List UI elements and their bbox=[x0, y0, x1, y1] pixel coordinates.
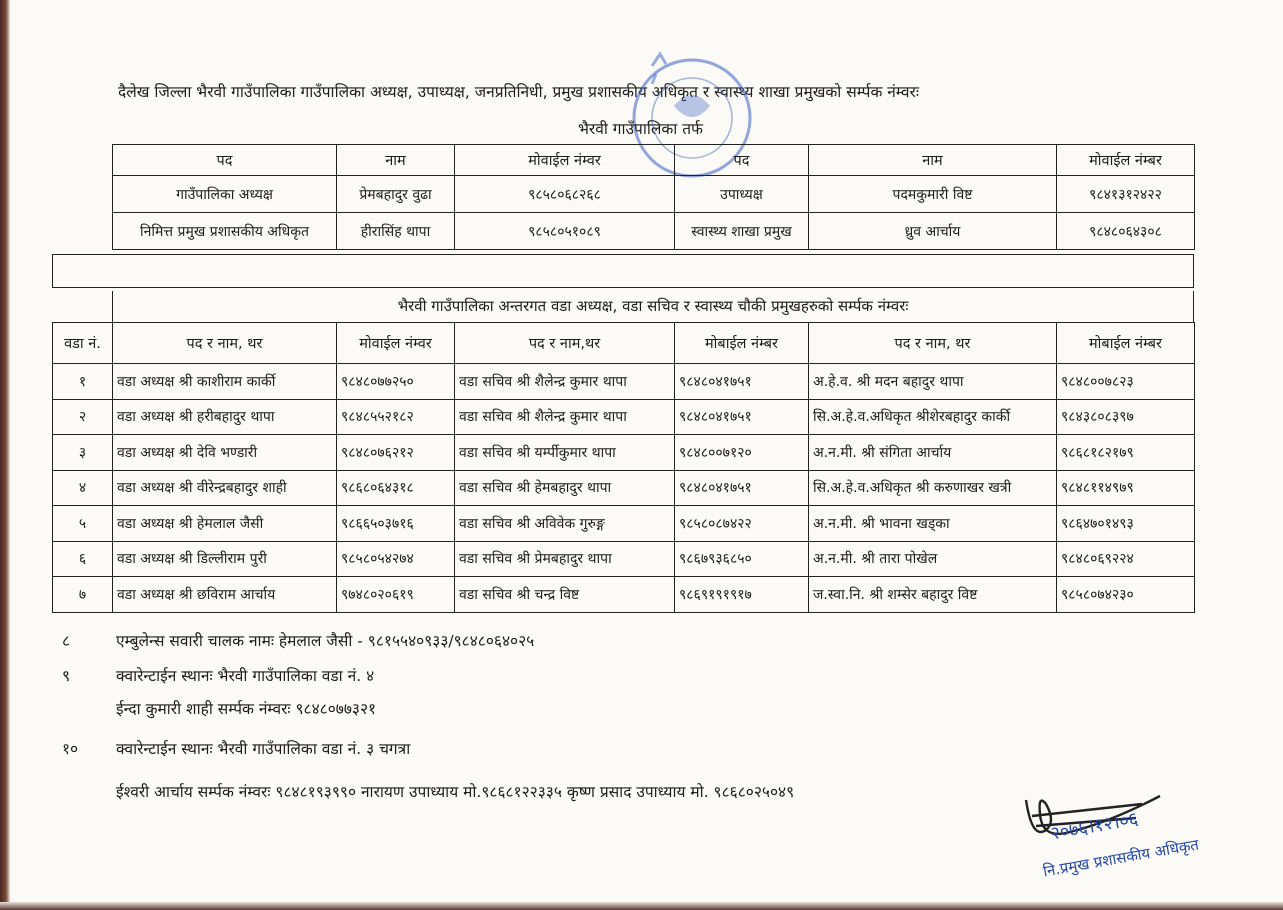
table-header-row bbox=[113, 145, 1195, 176]
cell-name: ध्रुव आर्चाय bbox=[809, 213, 1057, 250]
note-text: एम्बुलेन्स सवारी चालक नामः हेमलाल जैसी - ९८१५५४०९३३/९८४८०६४०२५ bbox=[116, 632, 535, 650]
cell-phone: ९८६८१८२१७९ bbox=[1057, 435, 1195, 471]
cell-phone: ९८५८०७४२३० bbox=[1057, 577, 1195, 613]
cell-phone: ९८४८०४१७५१ bbox=[675, 364, 809, 400]
cell-health-chief: ज.स्वा.नि. श्री शम्सेर बहादुर विष्ट bbox=[809, 577, 1057, 613]
cell-phone: ९८४३८०८३९७ bbox=[1057, 399, 1195, 435]
table-row bbox=[113, 176, 1195, 213]
cell-phone: ९८४८११४९७९ bbox=[1057, 470, 1195, 506]
cell-ward-no: ५ bbox=[53, 506, 113, 542]
table-row bbox=[53, 577, 1195, 613]
table-row bbox=[53, 506, 1195, 542]
cell-phone: ९८४१३१२४२२ bbox=[1057, 176, 1195, 213]
note-number: १० bbox=[62, 740, 79, 758]
cell-post: उपाध्यक्ष bbox=[675, 176, 809, 213]
cell-name: पदमकुमारी विष्ट bbox=[809, 176, 1057, 213]
cell-phone: ९८४८००७८२३ bbox=[1057, 364, 1195, 400]
cell-chair: वडा अध्यक्ष श्री देवि भण्डारी bbox=[113, 435, 337, 471]
cell-ward-no: ७ bbox=[53, 577, 113, 613]
cell-ward-no: १ bbox=[53, 364, 113, 400]
cell-phone: ९८६८०६४३१८ bbox=[337, 470, 455, 506]
cell-chair: वडा अध्यक्ष श्री काशीराम कार्की bbox=[113, 364, 337, 400]
note-number: ८ bbox=[62, 632, 71, 650]
cell-phone: ९८४८०६९२२४ bbox=[1057, 541, 1195, 577]
header-cell: मोवाईल नंम्वर bbox=[455, 145, 675, 176]
officials-table bbox=[112, 144, 1195, 250]
cell-phone: ९७४८०२०६१९ bbox=[337, 577, 455, 613]
cell-chair: वडा अध्यक्ष श्री वीरेन्द्रबहादुर शाही bbox=[113, 470, 337, 506]
note-text: क्वारेन्टाईन स्थानः भैरवी गाउँपालिका वडा नं. ४ bbox=[116, 667, 375, 685]
table-row bbox=[53, 470, 1195, 506]
header-cell: नाम bbox=[809, 145, 1057, 176]
ward-contacts-table bbox=[52, 322, 1195, 613]
cell-name: प्रेमबहादुर वुढा bbox=[337, 176, 455, 213]
cell-chair: वडा अध्यक्ष श्री छविराम आर्चाय bbox=[113, 577, 337, 613]
cell-chair: वडा अध्यक्ष श्री हरीबहादुर थापा bbox=[113, 399, 337, 435]
cell-phone: ९८६६५०३७१६ bbox=[337, 506, 455, 542]
note-text: ईश्वरी आर्चाय सर्म्पक नंम्वरः ९८४८१९३९९० नारायण उपाध्याय मो.९८६८१२२३३५ कृष्ण प्रसाद उपाध्याय मो. ९८६८०२५०४९ bbox=[116, 783, 795, 801]
table-row bbox=[53, 435, 1195, 471]
note-contact-ward4 bbox=[62, 697, 376, 719]
ward-section-caption: भैरवी गाउँपालिका अन्तरगत वडा अध्यक्ष, वडा सचिव र स्वास्थ्य चौकी प्रमुखहरुको सर्म्पक नंम्वरः bbox=[112, 291, 1194, 323]
table-row bbox=[53, 399, 1195, 435]
cell-phone: ९८५८०५१०८९ bbox=[455, 213, 675, 250]
cell-health-chief: अ.हे.व. श्री मदन बहादुर थापा bbox=[809, 364, 1057, 400]
signature-caption: नि.प्रमुख प्रशासकीय अधिकृत bbox=[1041, 835, 1201, 881]
cell-secretary: वडा सचिव श्री अविवेक गुरुङ्ग bbox=[455, 506, 675, 542]
note-text: ईन्दा कुमारी शाही सर्म्पक नंम्वरः ९८४८०७७३२१ bbox=[116, 700, 377, 718]
note-quarantine-ward3 bbox=[62, 737, 410, 759]
table-header-row bbox=[53, 323, 1195, 364]
page-edge bbox=[0, 902, 1283, 910]
note-contact-ward3 bbox=[62, 780, 794, 802]
note-number: ९ bbox=[62, 667, 71, 685]
cell-ward-no: ४ bbox=[53, 470, 113, 506]
cell-post: निमित्त प्रमुख प्रशासकीय अधिकृत bbox=[113, 213, 337, 250]
cell-health-chief: सि.अ.हे.व.अधिकृत श्री करुणाखर खत्री bbox=[809, 470, 1057, 506]
cell-chair: वडा अध्यक्ष श्री डिल्लीराम पुरी bbox=[113, 541, 337, 577]
table-row bbox=[113, 213, 1195, 250]
cell-secretary: वडा सचिव श्री शैलेन्द्र कुमार थापा bbox=[455, 364, 675, 400]
cell-secretary: वडा सचिव श्री हेमबहादुर थापा bbox=[455, 470, 675, 506]
header-cell: पद र नाम,थर bbox=[455, 323, 675, 364]
header-cell: मोबाईल नंम्बर bbox=[1057, 323, 1195, 364]
header-cell: मोवाईल नंम्वर bbox=[337, 323, 455, 364]
header-cell: पद र नाम, थर bbox=[809, 323, 1057, 364]
header-cell: मोवाईल नंम्बर bbox=[1057, 145, 1195, 176]
header-cell: पद र नाम, थर bbox=[113, 323, 337, 364]
signature-date: २०७६।१२।०६ bbox=[1048, 808, 1140, 845]
cell-phone: ९८४८०६४३०८ bbox=[1057, 213, 1195, 250]
cell-health-chief: अ.न.मी. श्री संगिता आर्चाय bbox=[809, 435, 1057, 471]
cell-post: स्वास्थ्य शाखा प्रमुख bbox=[675, 213, 809, 250]
cell-post: गाउँपालिका अध्यक्ष bbox=[113, 176, 337, 213]
table-row bbox=[53, 541, 1195, 577]
header-cell: पद bbox=[113, 145, 337, 176]
header-cell: नाम bbox=[337, 145, 455, 176]
cell-phone: ९८४८०७७२५० bbox=[337, 364, 455, 400]
cell-ward-no: ३ bbox=[53, 435, 113, 471]
cell-ward-no: २ bbox=[53, 399, 113, 435]
cell-secretary: वडा सचिव श्री प्रेमबहादुर थापा bbox=[455, 541, 675, 577]
cell-phone: ९८४८५५२१८२ bbox=[337, 399, 455, 435]
cell-health-chief: अ.न.मी. श्री तारा पोखेल bbox=[809, 541, 1057, 577]
header-cell: वडा नं. bbox=[53, 323, 113, 364]
cell-ward-no: ६ bbox=[53, 541, 113, 577]
document-subtitle: भैरवी गाउँपालिका तर्फ bbox=[578, 120, 704, 138]
cell-chair: वडा अध्यक्ष श्री हेमलाल जैसी bbox=[113, 506, 337, 542]
cell-phone: ९८४८००७१२० bbox=[675, 435, 809, 471]
cell-secretary: वडा सचिव श्री यर्म्पीकुमार थापा bbox=[455, 435, 675, 471]
cell-phone: ९८४८०७६२१२ bbox=[337, 435, 455, 471]
cell-health-chief: सि.अ.हे.व.अधिकृत श्रीशेरबहादुर कार्की bbox=[809, 399, 1057, 435]
note-ambulance bbox=[62, 629, 534, 651]
cell-health-chief: अ.न.मी. श्री भावना खड्का bbox=[809, 506, 1057, 542]
header-cell: पद bbox=[675, 145, 809, 176]
cell-name: हीरासिंह थापा bbox=[337, 213, 455, 250]
blank-separator-row bbox=[52, 254, 1194, 288]
cell-phone: ९८५८०६८२६८ bbox=[455, 176, 675, 213]
document-title: दैलेख जिल्ला भैरवी गाउँपालिका गाउँपालिका अध्यक्ष, उपाध्यक्ष, जनप्रतिनिधी, प्रमुख प्रशासकीय अधिकृत र स्वास्थ्य शाखा प्रमुखको सर्म्पक नंम्वरः bbox=[118, 83, 920, 101]
note-text: क्वारेन्टाईन स्थानः भैरवी गाउँपालिका वडा नं. ३ चगत्रा bbox=[116, 740, 411, 758]
cell-phone: ९८५८०५४२७४ bbox=[337, 541, 455, 577]
cell-phone: ९८४८०४१७५१ bbox=[675, 399, 809, 435]
cell-phone: ९८६४७०१४९३ bbox=[1057, 506, 1195, 542]
cell-secretary: वडा सचिव श्री शैलेन्द्र कुमार थापा bbox=[455, 399, 675, 435]
cell-phone: ९८६९१९१९१७ bbox=[675, 577, 809, 613]
cell-phone: ९८५८०८७४२२ bbox=[675, 506, 809, 542]
cell-phone: ९८४८०४१७५१ bbox=[675, 470, 809, 506]
header-cell: मोबाईल नंम्बर bbox=[675, 323, 809, 364]
cell-secretary: वडा सचिव श्री चन्द्र विष्ट bbox=[455, 577, 675, 613]
cell-phone: ९८६७९३६८५० bbox=[675, 541, 809, 577]
table-row bbox=[53, 364, 1195, 400]
page-edge bbox=[0, 0, 10, 910]
note-quarantine-ward4 bbox=[62, 664, 374, 686]
